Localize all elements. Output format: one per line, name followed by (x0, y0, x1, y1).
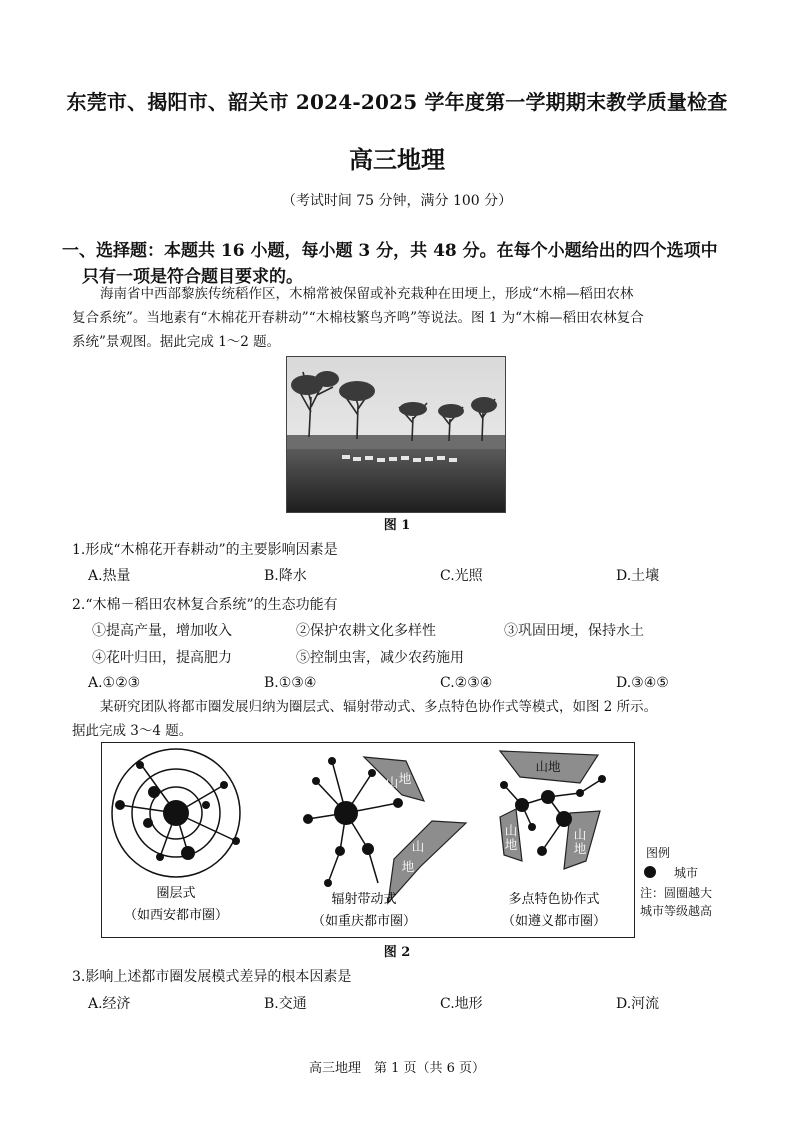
figure-2-legend (640, 844, 740, 920)
passage-2-line-2: 据此完成 3～4 题。 (72, 723, 193, 739)
question-1-stem: 1.形成“木棉花开春耕动”的主要影响因素是 (72, 542, 338, 558)
q2-item-4: ④花叶归田，提高肥力 (92, 650, 232, 666)
radial-model-example: （如重庆都市圈） (311, 914, 417, 929)
passage-1-line-1: 海南省中西部黎族传统稻作区，木棉常被保留或补充栽种在田埂上，形成“木棉—稻田农林 (100, 286, 634, 302)
mountain-area-2 (388, 821, 466, 903)
figure-2-caption: 图 2 (383, 945, 411, 960)
q2-item-2: ②保护农耕文化多样性 (296, 623, 436, 639)
passage-2 (72, 695, 732, 743)
legend-city-label: 城市 (674, 866, 699, 880)
question-3-stem: 3.影响上述都市圈发展模式差异的根本因素是 (72, 969, 352, 985)
terrain-label-top: 山地 (535, 759, 561, 774)
terrain-char-7: 山 (573, 827, 587, 842)
section-line-2: 只有一项是符合题目要求的。 (82, 267, 303, 287)
document-header: 东莞市、揭阳市、韶关市 2024-2025 学年度第一学期期末教学质量检查 (66, 90, 728, 114)
figure-1-caption: 图 1 (383, 518, 411, 533)
q2-option-c[interactable]: C.②③④ (440, 675, 493, 691)
passage-1-line-2: 复合系统”。当地素有“木棉花开春耕动”“木棉枝繁鸟齐鸣”等说法。图 1 为“木棉—稻田农林复合 (72, 310, 644, 326)
terrain-char-3: 山 (411, 839, 425, 854)
q3-option-b[interactable]: B.交通 (264, 996, 307, 1012)
passage-1-line-3: 系统”景观图。据此完成 1～2 题。 (72, 334, 281, 350)
q3-option-d[interactable]: D.河流 (616, 996, 660, 1012)
section-line-1: 一、选择题：本题共 16 小题，每小题 3 分，共 48 分。在每个小题给出的四个选项中 (62, 241, 718, 261)
passage-1 (72, 282, 732, 354)
ring-model-name: 圈层式 (156, 886, 196, 901)
q2-option-d[interactable]: D.③④⑤ (616, 675, 669, 691)
city-marker-icon (644, 866, 656, 878)
terrain-char-6: 地 (504, 837, 518, 852)
q2-option-a[interactable]: A.①②③ (88, 675, 141, 691)
terrain-char-1: 山 (385, 775, 399, 790)
q1-option-a[interactable]: A.热量 (88, 568, 131, 584)
q2-item-1: ①提高产量，增加收入 (92, 623, 232, 639)
legend-title: 图例 (646, 846, 671, 860)
legend-note-line-2: 城市等级越高 (640, 904, 713, 918)
q2-item-3: ③巩固田埂，保持水土 (504, 623, 644, 639)
q2-item-5: ⑤控制虫害，减少农药施用 (296, 650, 464, 666)
q1-option-c[interactable]: C.光照 (440, 568, 483, 584)
terrain-char-8: 地 (573, 841, 587, 856)
figure-1-photo (286, 356, 506, 513)
multipoint-model-name: 多点特色协作式 (508, 892, 600, 907)
passage-2-line-1: 某研究团队将都市圈发展归纳为圈层式、辐射带动式、多点特色协作式等模式，如图 2 所示。 (100, 699, 658, 715)
q3-option-c[interactable]: C.地形 (440, 996, 483, 1012)
ring-model-example: （如西安都市圈） (123, 908, 229, 923)
figure-2-diagram (101, 742, 635, 938)
subject-title: 高三地理 (349, 145, 445, 174)
legend-city-row (640, 862, 740, 884)
q1-option-d[interactable]: D.土壤 (616, 568, 660, 584)
q1-option-b[interactable]: B.降水 (264, 568, 307, 584)
radial-model-name: 辐射带动式 (331, 892, 397, 907)
terrain-char-2: 地 (398, 771, 412, 786)
q3-option-a[interactable]: A.经济 (88, 996, 131, 1012)
exam-info: （考试时间 75 分钟，满分 100 分） (281, 193, 513, 209)
question-2-stem: 2.“木棉－稻田农林复合系统”的生态功能有 (72, 597, 338, 613)
q2-option-b[interactable]: B.①③④ (264, 675, 317, 691)
multipoint-model-example: （如遵义都市圈） (501, 914, 607, 929)
legend-note-line-1: 注：圆圈越大 (640, 886, 713, 900)
terrain-char-4: 地 (401, 859, 415, 874)
page-footer: 高三地理 第 1 页（共 6 页） (308, 1061, 486, 1076)
terrain-char-5: 山 (504, 823, 518, 838)
